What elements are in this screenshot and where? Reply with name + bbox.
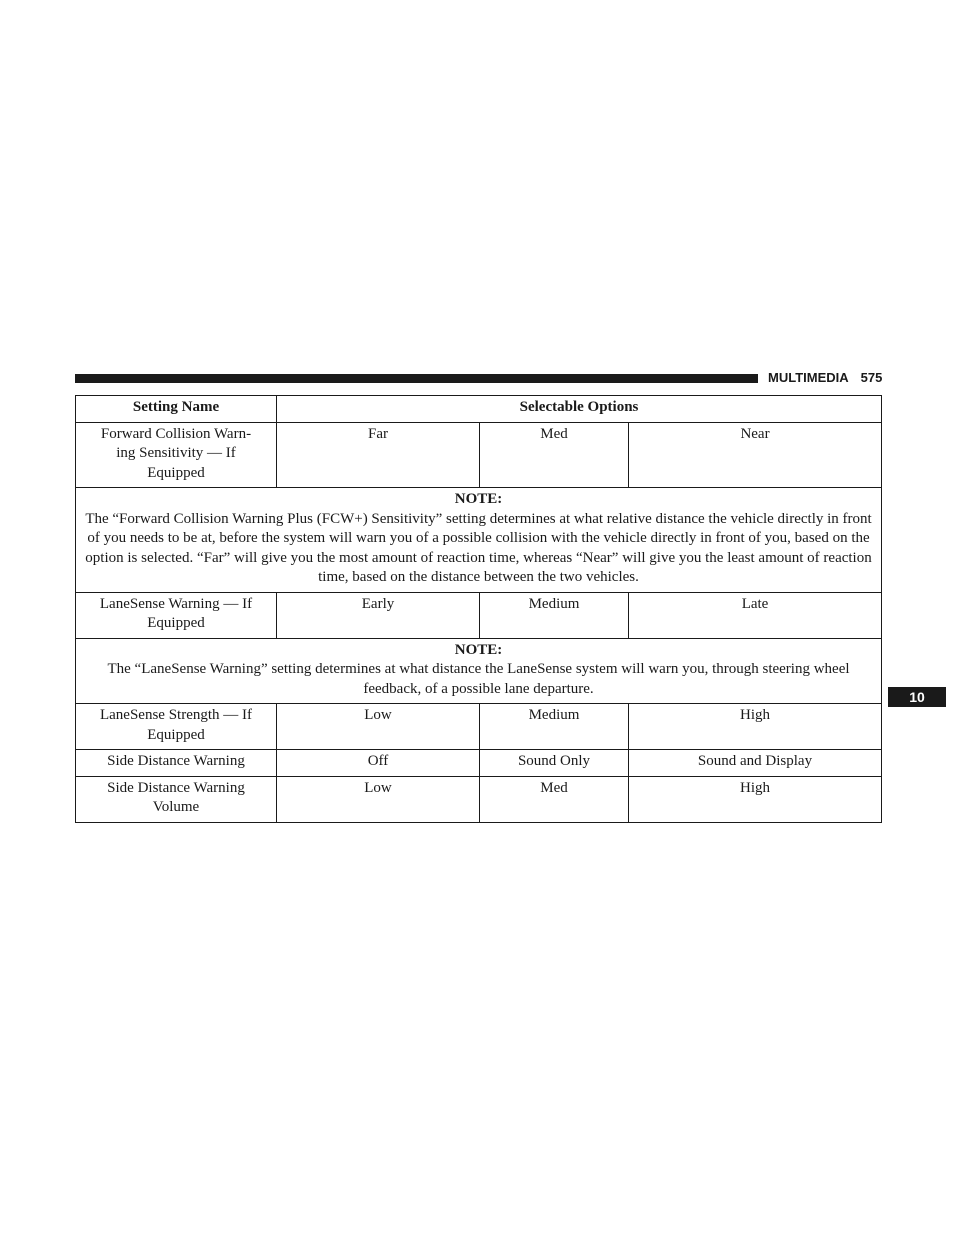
- page-number: 575: [860, 370, 883, 385]
- table-row: [76, 422, 882, 488]
- table-row: [76, 704, 882, 750]
- chapter-tab: 10: [888, 687, 946, 707]
- column-header-setting-name: Setting Name: [76, 396, 277, 423]
- option-cell: Near: [629, 422, 882, 488]
- note-text: The “Forward Collision Warning Plus (FCW+) Sensitivity” setting determines at what relative distance the vehicle directly in front of you needs to be at, before the system will warn you of a possible collision with the vehicle directly in front of you, based on the option is selected. “Far” will give you the most amount of reaction time, whereas “Near” will give you the least amount of reaction time, based on the distance between the two vehicles.: [85, 510, 872, 585]
- setting-name-line: Side Distance Warning: [107, 779, 245, 796]
- option-cell: High: [629, 704, 882, 750]
- note-label: NOTE:: [454, 491, 503, 507]
- option-cell: Low: [277, 704, 480, 750]
- option-cell: Sound Only: [480, 750, 629, 777]
- running-header: [768, 370, 882, 385]
- option-cell: Off: [277, 750, 480, 777]
- option-cell: Early: [277, 592, 480, 638]
- note-text: The “LaneSense Warning” setting determines at what distance the LaneSense system will warn you, through steering wheel feedback, of a possible lane departure.: [107, 661, 850, 697]
- option-cell: Medium: [480, 704, 629, 750]
- setting-name-line: ing Sensitivity — If: [116, 445, 236, 461]
- option-cell: Med: [480, 776, 629, 822]
- setting-name-line: Equipped: [147, 464, 205, 481]
- table-row: [76, 592, 882, 638]
- option-cell: Medium: [480, 592, 629, 638]
- setting-name-line: LaneSense Strength — If: [99, 707, 253, 723]
- setting-name-line: Forward Collision Warn-: [100, 425, 252, 442]
- header-rule: [75, 374, 758, 383]
- table-row: [76, 776, 882, 822]
- note-cell: [76, 488, 882, 593]
- note-cell: [76, 638, 882, 704]
- setting-name-cell: [76, 776, 277, 822]
- setting-name-line: Equipped: [147, 726, 205, 743]
- setting-name-line: Volume: [152, 799, 200, 815]
- option-cell: Med: [480, 422, 629, 488]
- column-header-selectable-options: Selectable Options: [277, 396, 882, 423]
- table-row: [76, 750, 882, 777]
- setting-name-line: Equipped: [147, 615, 205, 631]
- setting-name-cell: [76, 422, 277, 488]
- note-label: NOTE:: [454, 641, 503, 658]
- note-row: [76, 638, 882, 704]
- option-cell: Far: [277, 422, 480, 488]
- settings-table: [75, 395, 882, 823]
- setting-name-cell: [76, 750, 277, 777]
- setting-name-line: LaneSense Warning — If: [99, 595, 253, 612]
- note-row: [76, 488, 882, 593]
- setting-name-cell: [76, 592, 277, 638]
- option-cell: High: [629, 776, 882, 822]
- option-cell: Low: [277, 776, 480, 822]
- setting-name-cell: [76, 704, 277, 750]
- setting-name-line: Side Distance Warning: [107, 753, 245, 769]
- option-cell: Late: [629, 592, 882, 638]
- section-title: MULTIMEDIA: [768, 370, 849, 385]
- option-cell: Sound and Display: [629, 750, 882, 777]
- table-header-row: [76, 396, 882, 423]
